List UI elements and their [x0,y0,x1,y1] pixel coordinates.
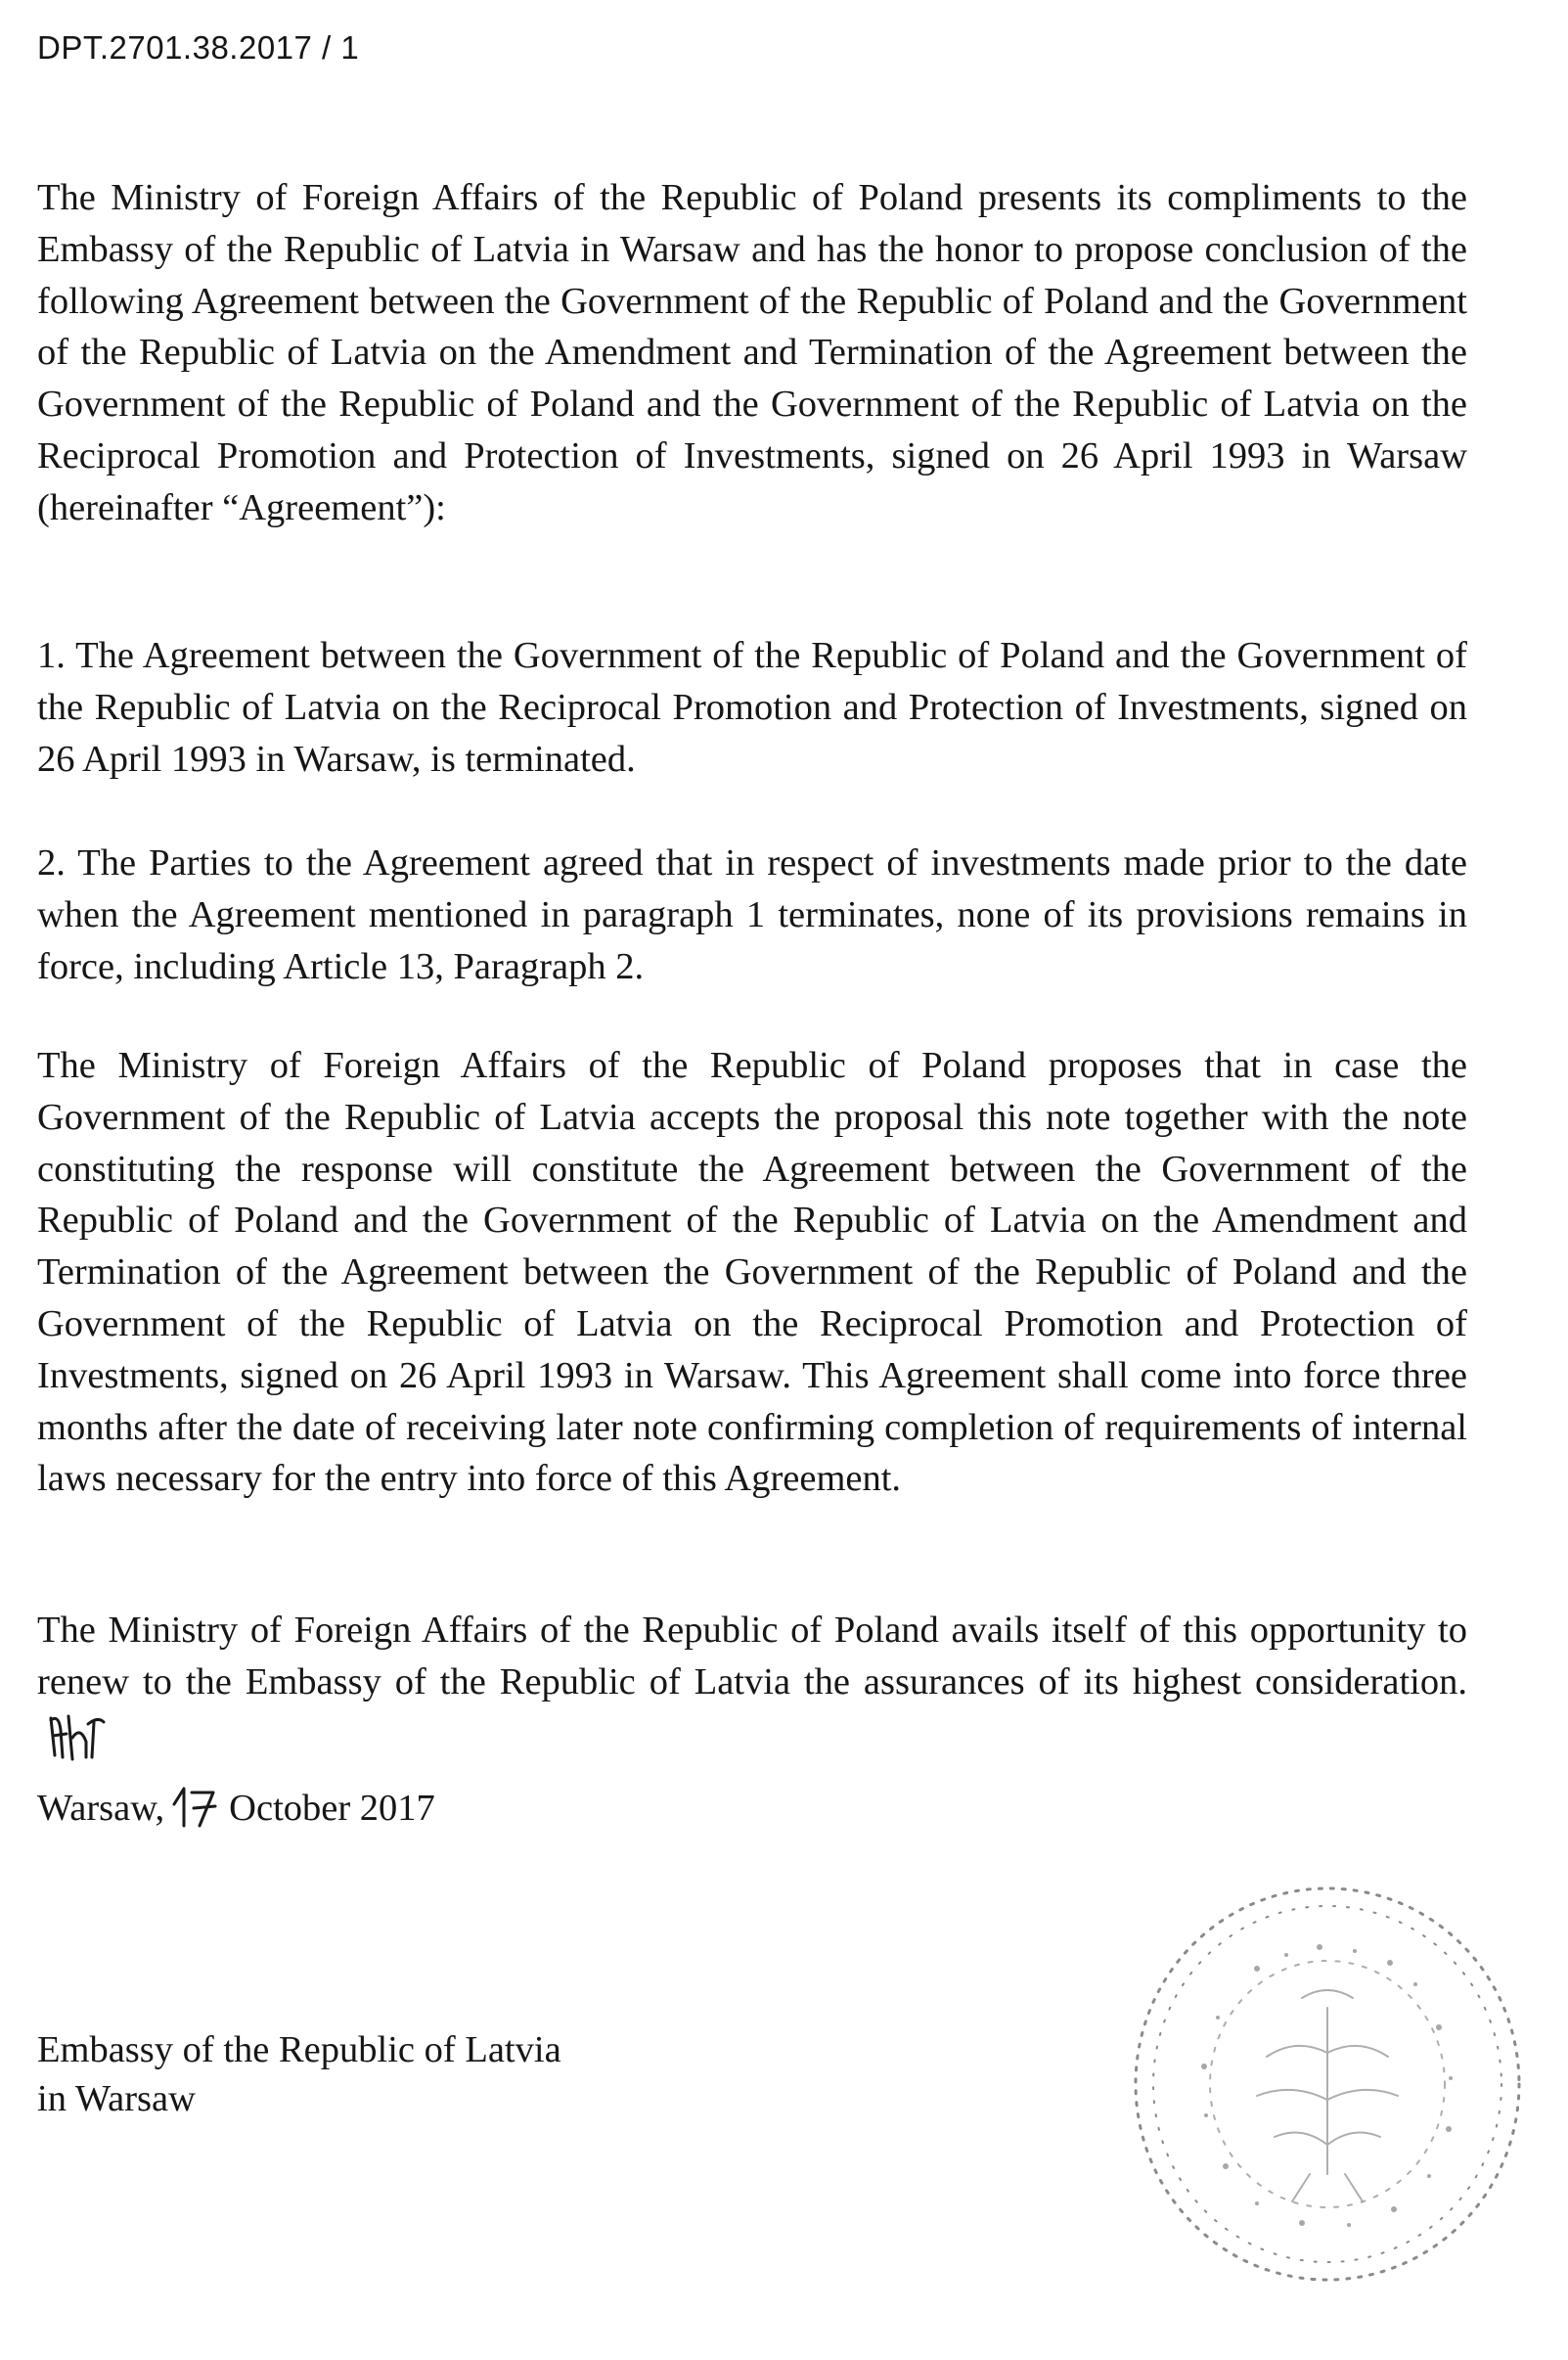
official-seal-icon [1110,1861,1541,2301]
point-2-paragraph: 2. The Parties to the Agreement agreed that in respect of investments made prior to the date when the Agreement mentioned in paragraph 1 terminates, none of its provisions remains in force, including Article 13, Paragraph 2. [37,842,1467,987]
handwritten-initials-icon [47,1708,108,1763]
proposal-paragraph: The Ministry of Foreign Affairs of the Republic of Poland proposes that in case the Government of the Republic of Latvia accepts the proposal this note together with the note constituting the response will constitute the Agreement between the Government of the Republic of Poland and the Government of the Republic of Latvia on the Amendment and Termination of the Agreement between the Government of the Republic of Poland and the Government of the Republic of Latvia on the Reciprocal Promotion and Protection of Investments, signed on 26 April 1993 in Warsaw. This Agreement shall come into force three months after the date of receiving later note confirming completion of requirements of internal laws necessary for the entry into force of this Agreement. [37,1045,1467,1500]
handwritten-date-icon [170,1783,227,1828]
recipient-address [37,2025,561,2123]
point-1-paragraph: 1. The Agreement between the Government of the Republic of Poland and the Government of the Republic of Latvia on the Reciprocal Promotion and Protection of Investments, signed on 26 April 1993 in Warsaw, is terminated. [37,635,1467,780]
date-line [37,1783,435,1834]
reference-number: DPT.2701.38.2017 / 1 [37,29,360,66]
date-month-year: October 2017 [229,1788,435,1829]
date-place: Warsaw, [37,1788,165,1829]
recipient-line-1: Embassy of the Republic of Latvia [37,2029,561,2070]
closing-paragraph [37,1605,1467,1763]
closing-text: The Ministry of Foreign Affairs of the Republic of Poland avails itself of this opportunity to renew to the Embassy of the Republic of Latvia the assurances of its highest consideration. [37,1610,1467,1702]
opening-paragraph: The Ministry of Foreign Affairs of the Republic of Poland presents its compliments to the Embassy of the Republic of Latvia in Warsaw and has the honor to propose conclusion of the following Agreement between the Government of the Republic of Poland and the Government of the Republic of Latvia on the Amendment and Termination of the Agreement between the Government of the Republic of Poland and the Government of the Republic of Latvia on the Reciprocal Promotion and Protection of Investments, signed on 26 April 1993 in Warsaw (hereinafter “Agreement”): [37,177,1467,528]
recipient-line-2: in Warsaw [37,2078,196,2119]
